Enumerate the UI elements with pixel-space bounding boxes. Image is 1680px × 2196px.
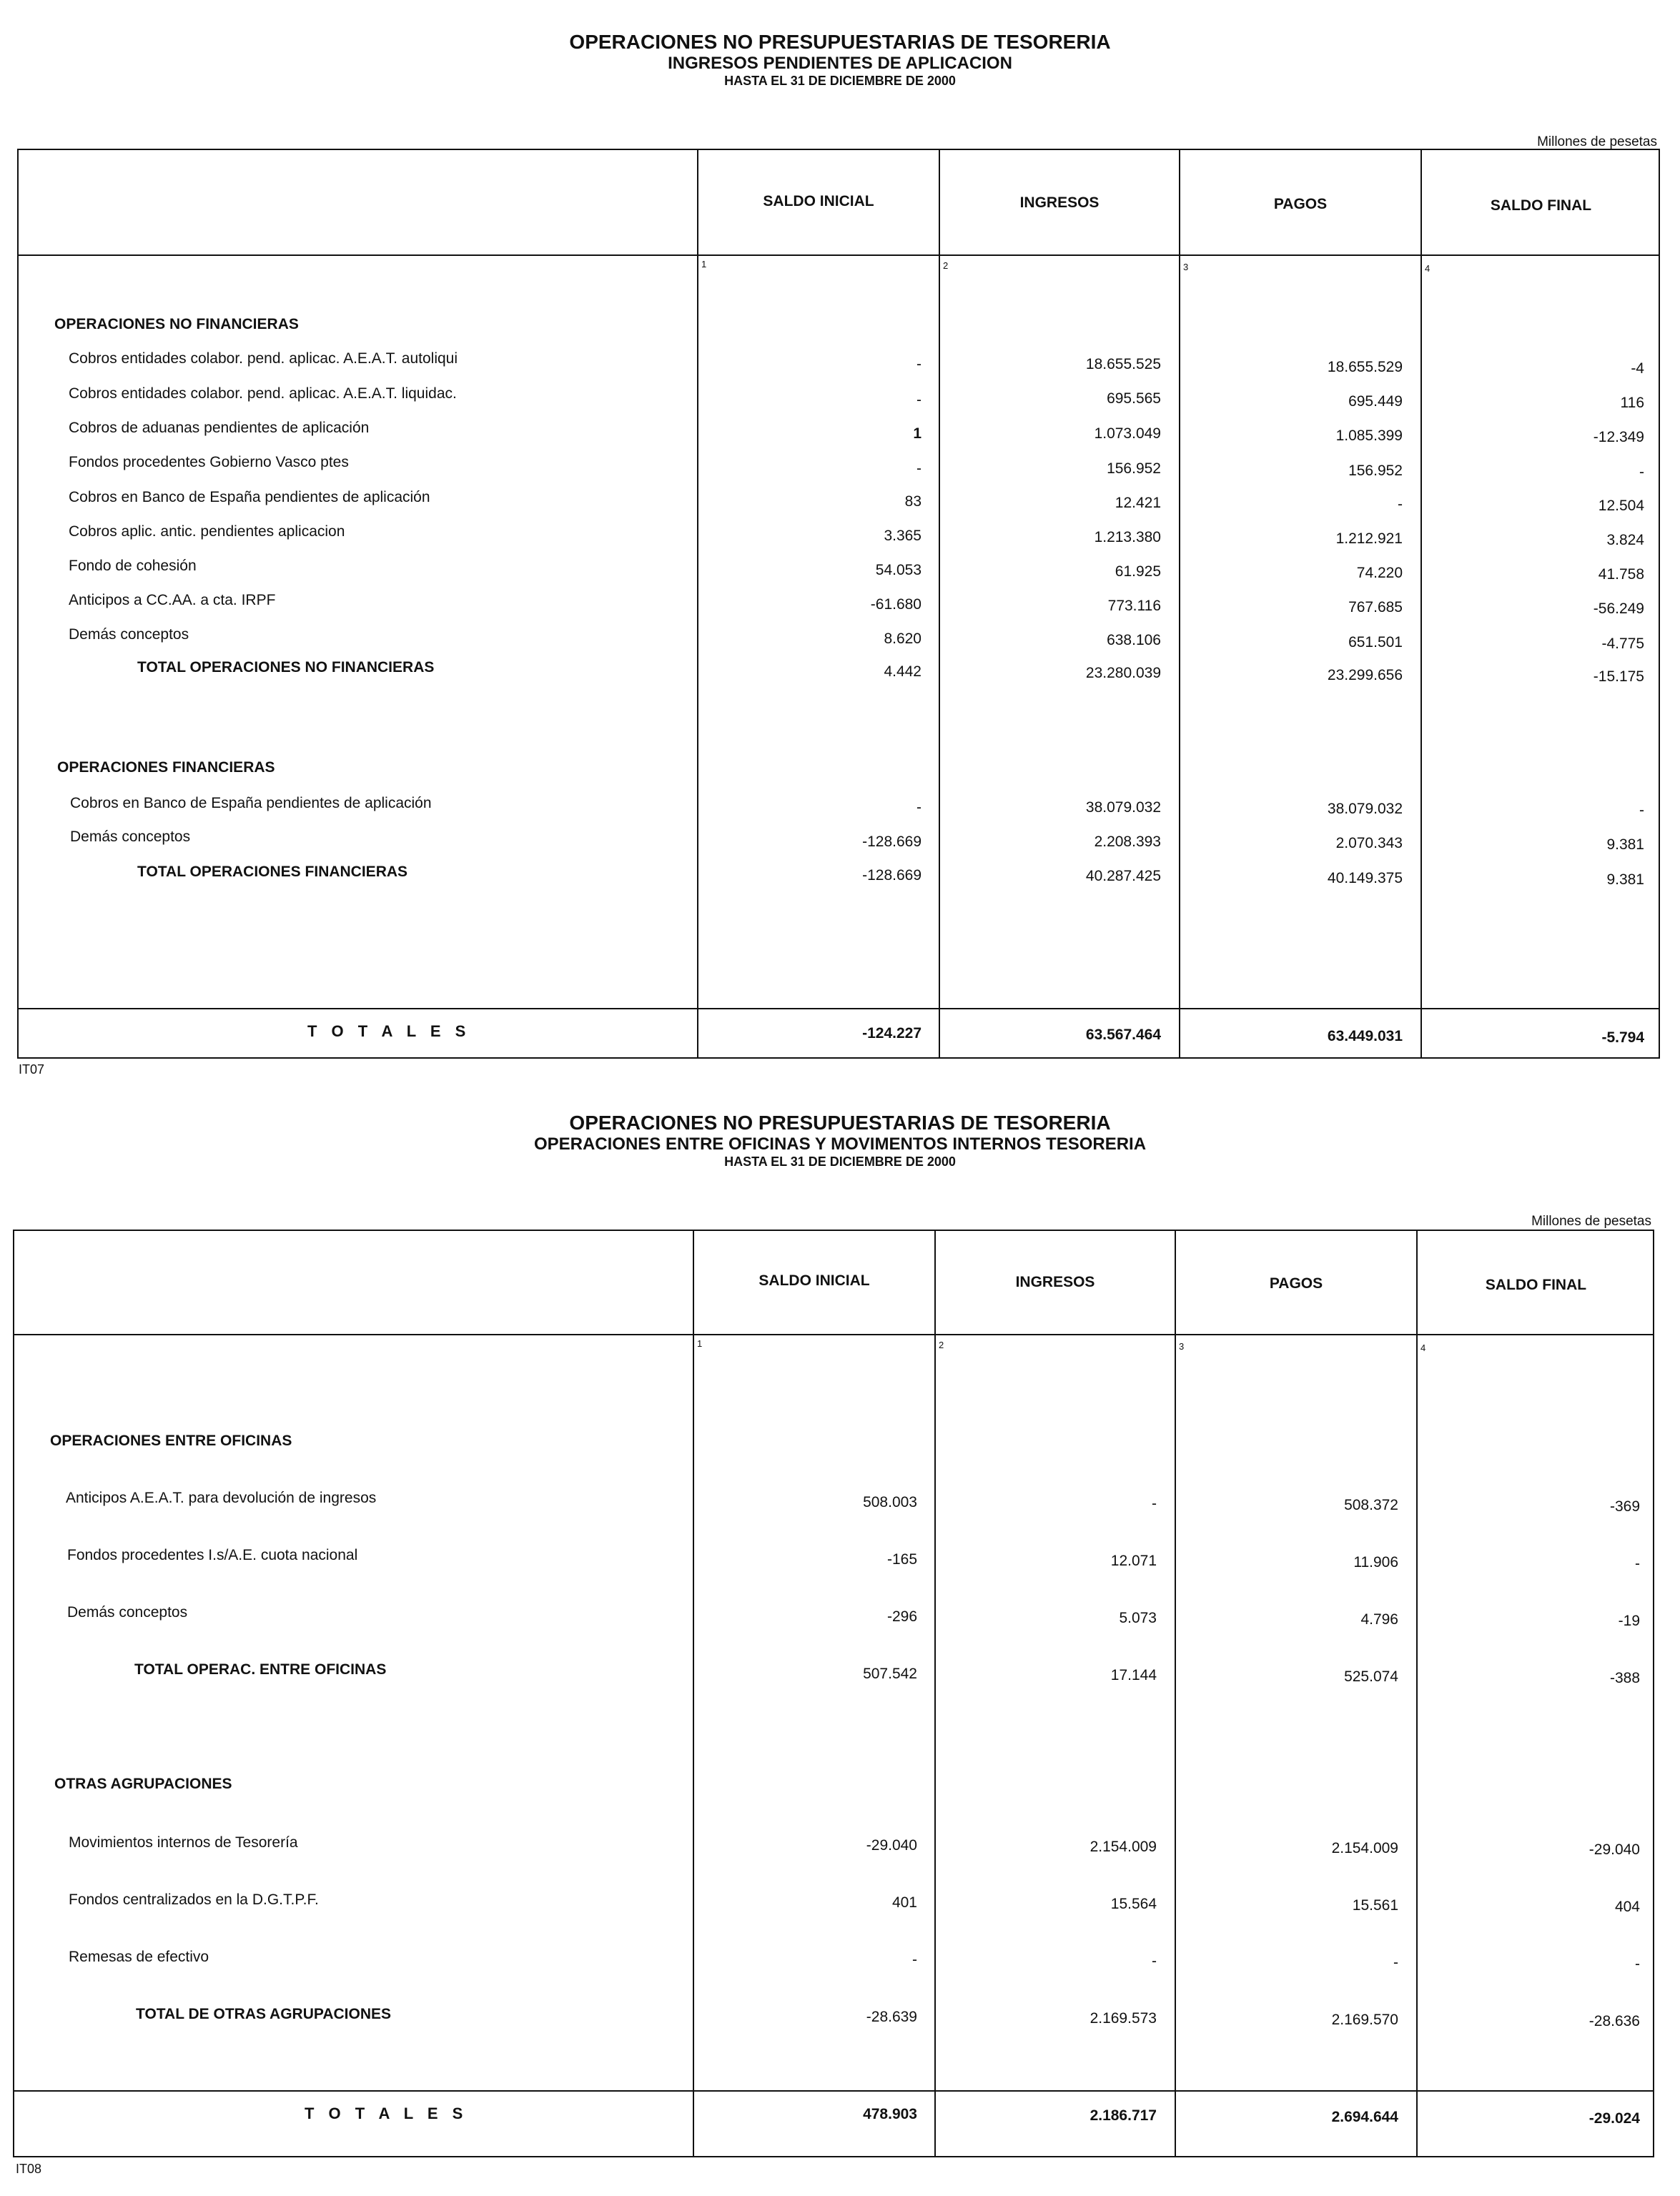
table1-cell: 38.079.032 xyxy=(1085,799,1161,816)
table1-cell: 3.824 xyxy=(1606,532,1644,548)
table2-cell: -19 xyxy=(1618,1613,1640,1629)
table1-cell: 2.070.343 xyxy=(1335,835,1403,851)
table1-cell: 1 xyxy=(913,425,921,442)
table2-cell: - xyxy=(1393,1954,1398,1971)
table2-colnum: 3 xyxy=(1179,1341,1185,1352)
table1-cell: 156.952 xyxy=(1107,460,1161,477)
table1-cell: 651.501 xyxy=(1348,634,1403,651)
table1-cell: 9.381 xyxy=(1606,871,1644,888)
table1-cell: -128.669 xyxy=(862,834,921,850)
table1-units: Millones de pesetas xyxy=(1537,134,1657,149)
table2-cell: -296 xyxy=(886,1608,917,1625)
table2-cell: 2.154.009 xyxy=(1331,1840,1398,1856)
table2-cell: - xyxy=(1152,1953,1157,1969)
table2-header-ingresos: INGRESOS xyxy=(1015,1274,1095,1290)
table2-cell: 5.073 xyxy=(1119,1610,1157,1626)
table1-col-divider xyxy=(939,149,940,1059)
table2-totals-divider xyxy=(13,2090,1654,2092)
table2-header-pagos: PAGOS xyxy=(1269,1275,1323,1292)
table1-col-divider xyxy=(1179,149,1180,1059)
table2-cell: 404 xyxy=(1614,1899,1640,1915)
table1-cell: -128.669 xyxy=(862,867,921,884)
table2-row-label: Fondos centralizados en la D.G.T.P.F. xyxy=(69,1891,319,1908)
table1-colnum: 1 xyxy=(701,259,707,269)
table1-header-pagos: PAGOS xyxy=(1273,196,1328,212)
table1-cell: 116 xyxy=(1620,395,1644,411)
table1-cell: 4.442 xyxy=(884,663,921,680)
table2-cell: 15.561 xyxy=(1352,1897,1398,1914)
table2-cell: - xyxy=(912,1952,917,1968)
table1-cell: 23.280.039 xyxy=(1085,665,1161,681)
table1-cell: -12.349 xyxy=(1593,429,1644,445)
table2-cell: -29.040 xyxy=(866,1837,917,1854)
table1-grand-cell: -5.794 xyxy=(1601,1029,1644,1046)
table1-cell: 2.208.393 xyxy=(1094,834,1161,850)
table1-code: IT07 xyxy=(19,1062,45,1077)
table2-cell: -28.636 xyxy=(1588,2013,1640,2029)
table1-cell: -4.775 xyxy=(1601,635,1644,652)
table1-cell: 23.299.656 xyxy=(1327,667,1403,683)
table1-row-label: Cobros en Banco de España pendientes de aplicación xyxy=(69,489,430,505)
table2-units: Millones de pesetas xyxy=(1531,1214,1651,1229)
table1-cell: 54.053 xyxy=(875,562,921,578)
table1-cell: -61.680 xyxy=(870,596,921,613)
table2-grand-cell: 478.903 xyxy=(863,2106,917,2122)
table2-cell: 2.169.573 xyxy=(1089,2010,1157,2027)
table1-cell: 767.685 xyxy=(1348,599,1403,615)
table2-section-title: OPERACIONES ENTRE OFICINAS xyxy=(50,1433,292,1449)
table2-colnum: 4 xyxy=(1420,1342,1426,1353)
table2-col-divider xyxy=(1175,1230,1176,2157)
table2-row-label: Anticipos A.E.A.T. para devolución de ingresos xyxy=(66,1490,377,1506)
table1-header-ingresos: INGRESOS xyxy=(1019,194,1100,211)
table1-grand-total-label: T O T A L E S xyxy=(307,1022,471,1040)
table2-date: HASTA EL 31 DE DICIEMBRE DE 2000 xyxy=(724,1154,956,1169)
table2-section-total-label: TOTAL OPERAC. ENTRE OFICINAS xyxy=(134,1661,387,1678)
table2-cell: 508.003 xyxy=(863,1494,917,1510)
table1-colnum: 2 xyxy=(943,260,949,271)
table2-grand-cell: -29.024 xyxy=(1588,2110,1640,2127)
table1-cell: - xyxy=(916,356,921,372)
table1-cell: 83 xyxy=(904,493,921,510)
table1-cell: 1.212.921 xyxy=(1335,530,1403,547)
table1-grand-cell: 63.567.464 xyxy=(1085,1027,1161,1043)
table2-col-divider xyxy=(693,1230,694,2157)
table1-cell: 40.287.425 xyxy=(1085,868,1161,884)
table2-code: IT08 xyxy=(16,2162,42,2176)
table1-cell: 773.116 xyxy=(1107,598,1161,614)
table2-cell: - xyxy=(1635,1556,1640,1572)
table1-cell: 18.655.525 xyxy=(1085,356,1161,372)
table2-cell: 17.144 xyxy=(1110,1667,1157,1683)
table1-cell: 1.073.049 xyxy=(1094,425,1161,442)
table1-cell: - xyxy=(1639,464,1644,480)
table1-cell: 1.085.399 xyxy=(1335,427,1403,444)
table2-row-label: Movimientos internos de Tesorería xyxy=(69,1834,298,1851)
table1-col-divider xyxy=(697,149,698,1059)
table1-cell: - xyxy=(1398,496,1403,513)
table1-cell: 12.421 xyxy=(1115,495,1161,511)
table1-row-label: Demás conceptos xyxy=(70,829,191,845)
table2-header-saldo-final: SALDO FINAL xyxy=(1485,1277,1587,1293)
table1-section-total-label: TOTAL OPERACIONES NO FINANCIERAS xyxy=(137,659,435,676)
table1-cell: 8.620 xyxy=(884,630,921,647)
table2-section-total-label: TOTAL DE OTRAS AGRUPACIONES xyxy=(136,2006,392,2022)
table2-cell: 2.154.009 xyxy=(1089,1839,1157,1855)
table2-cell: 2.169.570 xyxy=(1331,2012,1398,2028)
table1-title: OPERACIONES NO PRESUPUESTARIAS DE TESORERIA xyxy=(569,31,1111,53)
table1-cell: -56.249 xyxy=(1593,600,1644,617)
table2-col-divider xyxy=(934,1230,936,2157)
table1-cell: 18.655.529 xyxy=(1327,359,1403,375)
table2-row-label: Demás conceptos xyxy=(67,1604,188,1621)
table2-section-title: OTRAS AGRUPACIONES xyxy=(54,1776,232,1792)
table1-row-label: Cobros entidades colabor. pend. aplicac. A.E.A.T. autoliqui xyxy=(69,350,458,367)
table2-cell: 15.564 xyxy=(1110,1896,1157,1912)
table1-row-label: Cobros aplic. antic. pendientes aplicacion xyxy=(69,523,345,540)
table2-colnum: 2 xyxy=(939,1340,944,1350)
table2-cell: 401 xyxy=(891,1894,917,1911)
table2-cell: 11.906 xyxy=(1353,1554,1398,1571)
table1-cell: 74.220 xyxy=(1356,565,1403,581)
table2-header-divider xyxy=(13,1334,1654,1335)
table1-cell: - xyxy=(916,392,921,408)
table2-grand-cell: 2.186.717 xyxy=(1089,2107,1157,2124)
table1-row-label: Demás conceptos xyxy=(69,626,189,643)
table1-subtitle: INGRESOS PENDIENTES DE APLICACION xyxy=(668,54,1012,73)
table1-colnum: 4 xyxy=(1425,263,1431,274)
table2-col-divider xyxy=(1416,1230,1418,2157)
table1-cell: - xyxy=(916,799,921,816)
table2-cell: -388 xyxy=(1609,1670,1640,1686)
table1-row-label: Anticipos a CC.AA. a cta. IRPF xyxy=(69,592,276,608)
table1-row-label: Cobros entidades colabor. pend. aplicac. A.E.A.T. liquidac. xyxy=(69,385,457,402)
table1-cell: 41.758 xyxy=(1598,566,1644,583)
table1-cell: 638.106 xyxy=(1107,632,1161,648)
table2-cell: -165 xyxy=(886,1551,917,1568)
table2-cell: 525.074 xyxy=(1344,1668,1398,1685)
table2-row-label: Fondos procedentes I.s/A.E. cuota nacional xyxy=(67,1547,358,1563)
table2-header-saldo-inicial: SALDO INICIAL xyxy=(759,1272,870,1289)
table1-cell: - xyxy=(1639,802,1644,818)
table1-cell: 9.381 xyxy=(1606,836,1644,853)
table1-cell: 156.952 xyxy=(1348,463,1403,479)
table2-cell: -369 xyxy=(1609,1498,1640,1515)
table2-colnum: 1 xyxy=(697,1338,703,1349)
table2-title: OPERACIONES NO PRESUPUESTARIAS DE TESORERIA xyxy=(569,1112,1111,1134)
table1-cell: -15.175 xyxy=(1593,668,1644,685)
table1-cell: 40.149.375 xyxy=(1327,870,1403,886)
table1-cell: 12.504 xyxy=(1598,498,1644,514)
table2-grand-cell: 2.694.644 xyxy=(1331,2109,1398,2125)
table1-cell: 38.079.032 xyxy=(1327,801,1403,817)
table1-cell: 61.925 xyxy=(1115,563,1161,580)
table2-cell: -29.040 xyxy=(1588,1841,1640,1858)
table1-cell: -4 xyxy=(1631,360,1644,377)
table1-cell: 3.365 xyxy=(884,528,921,544)
table2-cell: 4.796 xyxy=(1360,1611,1398,1628)
table1-row-label: Cobros de aduanas pendientes de aplicación xyxy=(69,420,370,436)
table1-grand-cell: 63.449.031 xyxy=(1327,1028,1403,1044)
table1-row-label: Fondos procedentes Gobierno Vasco ptes xyxy=(69,454,349,470)
table1-header-divider xyxy=(17,254,1660,256)
table1-col-divider xyxy=(1420,149,1422,1059)
table1-header-saldo-inicial: SALDO INICIAL xyxy=(763,193,874,209)
table1-cell: 695.449 xyxy=(1348,393,1403,410)
table2-cell: - xyxy=(1635,1956,1640,1972)
table1-date: HASTA EL 31 DE DICIEMBRE DE 2000 xyxy=(724,74,956,88)
table2-subtitle: OPERACIONES ENTRE OFICINAS Y MOVIMENTOS INTERNOS TESORERIA xyxy=(533,1134,1147,1154)
table1-cell: - xyxy=(916,460,921,477)
table1-colnum: 3 xyxy=(1183,262,1189,272)
table2-cell: - xyxy=(1152,1495,1157,1512)
table2-cell: -28.639 xyxy=(866,2009,917,2025)
table2-row-label: Remesas de efectivo xyxy=(69,1949,209,1965)
table1-section-title: OPERACIONES FINANCIERAS xyxy=(57,759,275,776)
table2-grand-total-label: T O T A L E S xyxy=(305,2104,468,2122)
table1-section-title: OPERACIONES NO FINANCIERAS xyxy=(54,316,299,332)
table1-header-saldo-final: SALDO FINAL xyxy=(1490,197,1592,214)
table1-row-label: Fondo de cohesión xyxy=(69,558,197,574)
table2-cell: 507.542 xyxy=(863,1666,917,1682)
table1-cell: 1.213.380 xyxy=(1094,529,1161,545)
table1-section-total-label: TOTAL OPERACIONES FINANCIERAS xyxy=(137,864,408,880)
table1-cell: 695.565 xyxy=(1107,390,1161,407)
table1-grand-cell: -124.227 xyxy=(862,1025,921,1042)
table2-cell: 12.071 xyxy=(1110,1553,1157,1569)
table1-totals-divider xyxy=(17,1008,1660,1009)
table1-row-label: Cobros en Banco de España pendientes de aplicación xyxy=(70,795,432,811)
table2-cell: 508.372 xyxy=(1344,1497,1398,1513)
